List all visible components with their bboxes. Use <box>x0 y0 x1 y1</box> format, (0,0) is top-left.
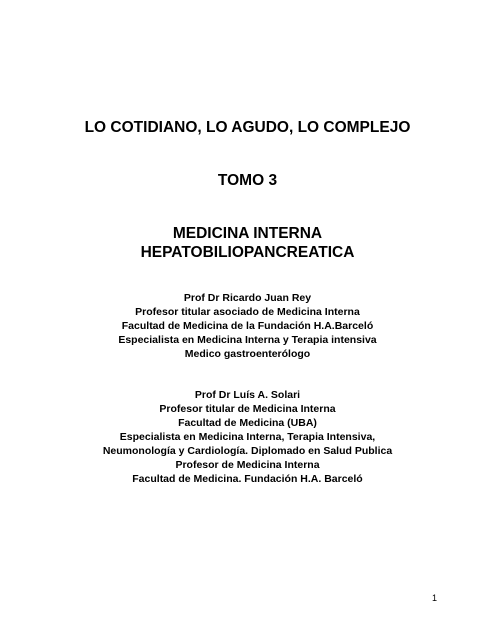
author-1-role: Medico gastroenterólogo <box>184 348 311 360</box>
author-1-institution: Facultad de Medicina de la Fundación H.A.Barceló <box>121 320 374 332</box>
author-1-position: Profesor titular asociado de Medicina Interna <box>135 306 360 318</box>
author-2-specialty-line-1: Especialista en Medicina Interna, Terapia Intensiva, <box>119 431 376 443</box>
author-2-institution: Facultad de Medicina (UBA) <box>178 417 317 429</box>
author-1-name: Prof Dr Ricardo Juan Rey <box>183 292 312 304</box>
author-2-position: Profesor titular de Medicina Interna <box>159 403 336 415</box>
author-1-specialty: Especialista en Medicina Interna y Terapia intensiva <box>118 334 377 346</box>
author-2-teaching-role: Profesor de Medicina Interna <box>175 459 320 471</box>
author-2-name: Prof Dr Luís A. Solari <box>194 389 301 401</box>
volume-title: TOMO 3 <box>217 172 278 189</box>
author-2-specialty-line-2: Neumonología y Cardiología. Diplomado en Salud Publica <box>102 445 393 457</box>
series-title: LO COTIDIANO, LO AGUDO, LO COMPLEJO <box>84 119 411 136</box>
subject-title-line-1: MEDICINA INTERNA <box>172 225 323 242</box>
author-2-teaching-institution: Facultad de Medicina. Fundación H.A. Barceló <box>132 473 363 485</box>
page-number: 1 <box>431 593 437 603</box>
subject-title-line-2: HEPATOBILIOPANCREATICA <box>140 244 355 261</box>
